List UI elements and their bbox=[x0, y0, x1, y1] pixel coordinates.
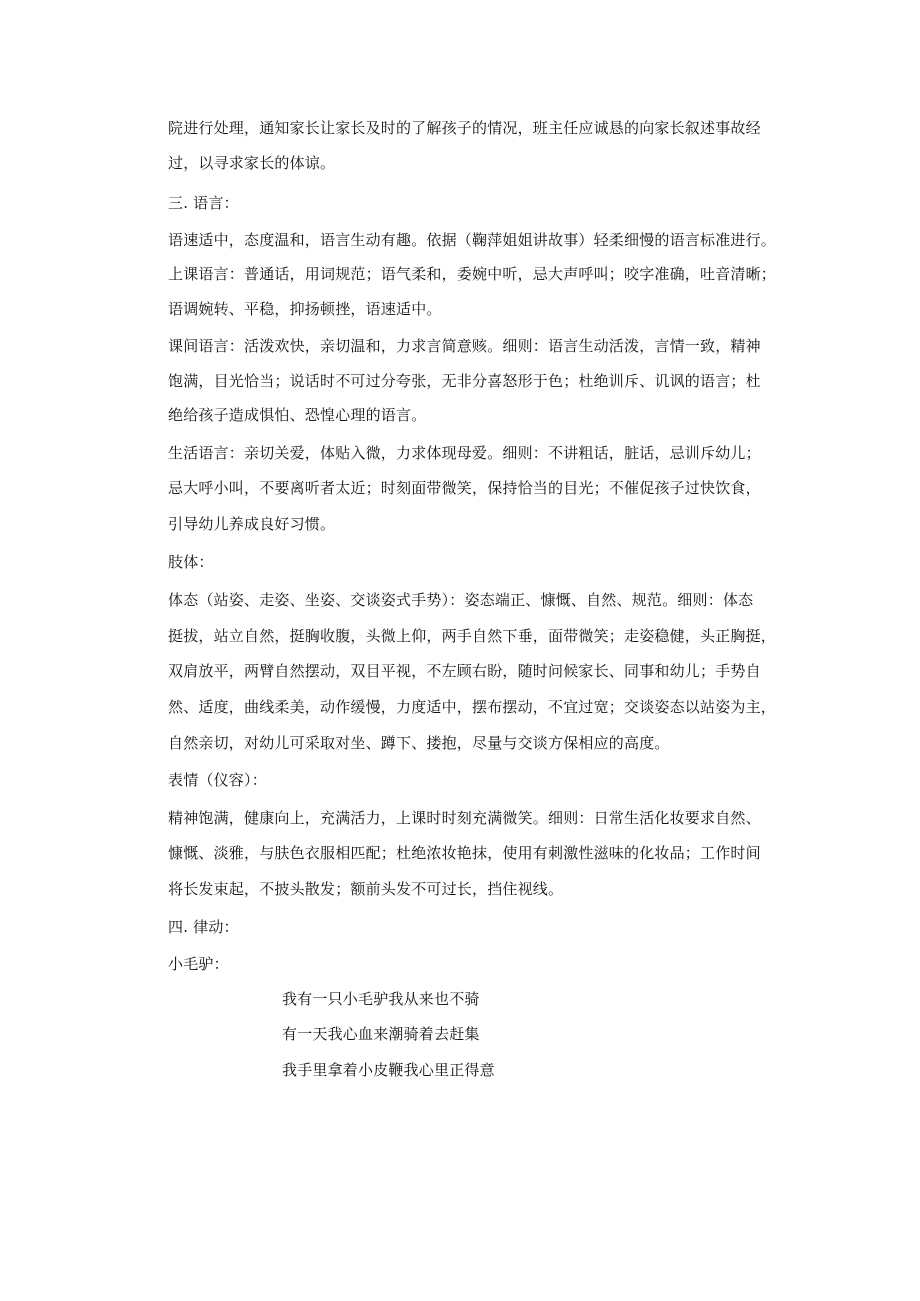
section-heading: 肢体： bbox=[168, 553, 214, 571]
paragraph-line: 饱满，目光恰当；说话时不可过分夸张，无非分喜怒形于色；杜绝训斥、讥讽的语言；杜 bbox=[168, 372, 761, 390]
paragraph-line: 将长发束起，不披头散发；额前头发不可过长，挡住视线。 bbox=[168, 880, 564, 898]
paragraph-line: 慷慨、淡雅，与肤色衣服相匹配；杜绝浓妆艳抹，使用有刺激性滋味的化妆品；工作时间 bbox=[168, 844, 761, 862]
subheading: 小毛驴： bbox=[168, 955, 229, 973]
paragraph-line: 生活语言：亲切关爱，体贴入微，力求体现母爱。细则：不讲粗话，脏话，忌训斥幼儿； bbox=[168, 444, 761, 462]
paragraph-line: 体态（站姿、走姿、坐姿、交谈姿式手势）：姿态端正、慷慨、自然、规范。细则：体态 bbox=[168, 591, 754, 609]
paragraph-line: 双肩放平，两臂自然摆动，双目平视，不左顾右盼，随时问候家长、同事和幼儿；手势自 bbox=[168, 662, 761, 680]
paragraph-line: 精神饱满，健康向上，充满活力，上课时时刻充满微笑。细则：日常生活化妆要求自然、 bbox=[168, 809, 761, 827]
poem-line: 我手里拿着小皮鞭我心里正得意 bbox=[282, 1061, 495, 1079]
paragraph-line: 上课语言：普通话，用词规范；语气柔和，委婉中听，忌大声呼叫；咬字准确，吐音清晰； bbox=[168, 265, 777, 283]
section-heading: 表情（仪容）： bbox=[168, 771, 267, 789]
paragraph-line: 语调婉转、平稳，抑扬顿挫，语速适中。 bbox=[168, 300, 442, 318]
paragraph-line: 绝给孩子造成惧怕、恐惶心理的语言。 bbox=[168, 406, 427, 424]
paragraph-line: 挺拔，站立自然，挺胸收腹，头微上仰，两手自然下垂，面带微笑；走姿稳健，头正胸挺， bbox=[168, 627, 777, 645]
paragraph-line: 忌大呼小叫，不要离听者太近；时刻面带微笑，保持恰当的目光；不催促孩子过快饮食， bbox=[168, 479, 761, 497]
paragraph-line: 过，以寻求家长的体谅。 bbox=[168, 154, 336, 172]
paragraph-line: 院进行处理，通知家长让家长及时的了解孩子的情况，班主任应诚恳的向家长叙述事故经 bbox=[168, 119, 761, 137]
section-heading: 三. 语言： bbox=[168, 194, 239, 212]
paragraph-line: 引导幼儿养成良好习惯。 bbox=[168, 515, 336, 533]
paragraph-line: 然、适度，曲线柔美，动作缓慢，力度适中，摆布摆动，不宜过宽；交谈姿态以站姿为主， bbox=[168, 698, 777, 716]
paragraph-line: 语速适中，态度温和，语言生动有趣。依据（鞠萍姐姐讲故事）轻柔细慢的语言标准进行。 bbox=[168, 231, 777, 249]
poem-line: 有一天我心血来潮骑着去赶集 bbox=[282, 1025, 480, 1043]
section-heading: 四. 律动： bbox=[168, 918, 239, 936]
poem-line: 我有一只小毛驴我从来也不骑 bbox=[282, 990, 480, 1008]
paragraph-line: 课间语言：活泼欢快，亲切温和，力求言简意赅。细则：语言生动活泼，言情一致，精神 bbox=[168, 337, 761, 355]
paragraph-line: 自然亲切，对幼儿可采取对坐、蹲下、搂抱，尽量与交谈方保相应的高度。 bbox=[168, 734, 670, 752]
